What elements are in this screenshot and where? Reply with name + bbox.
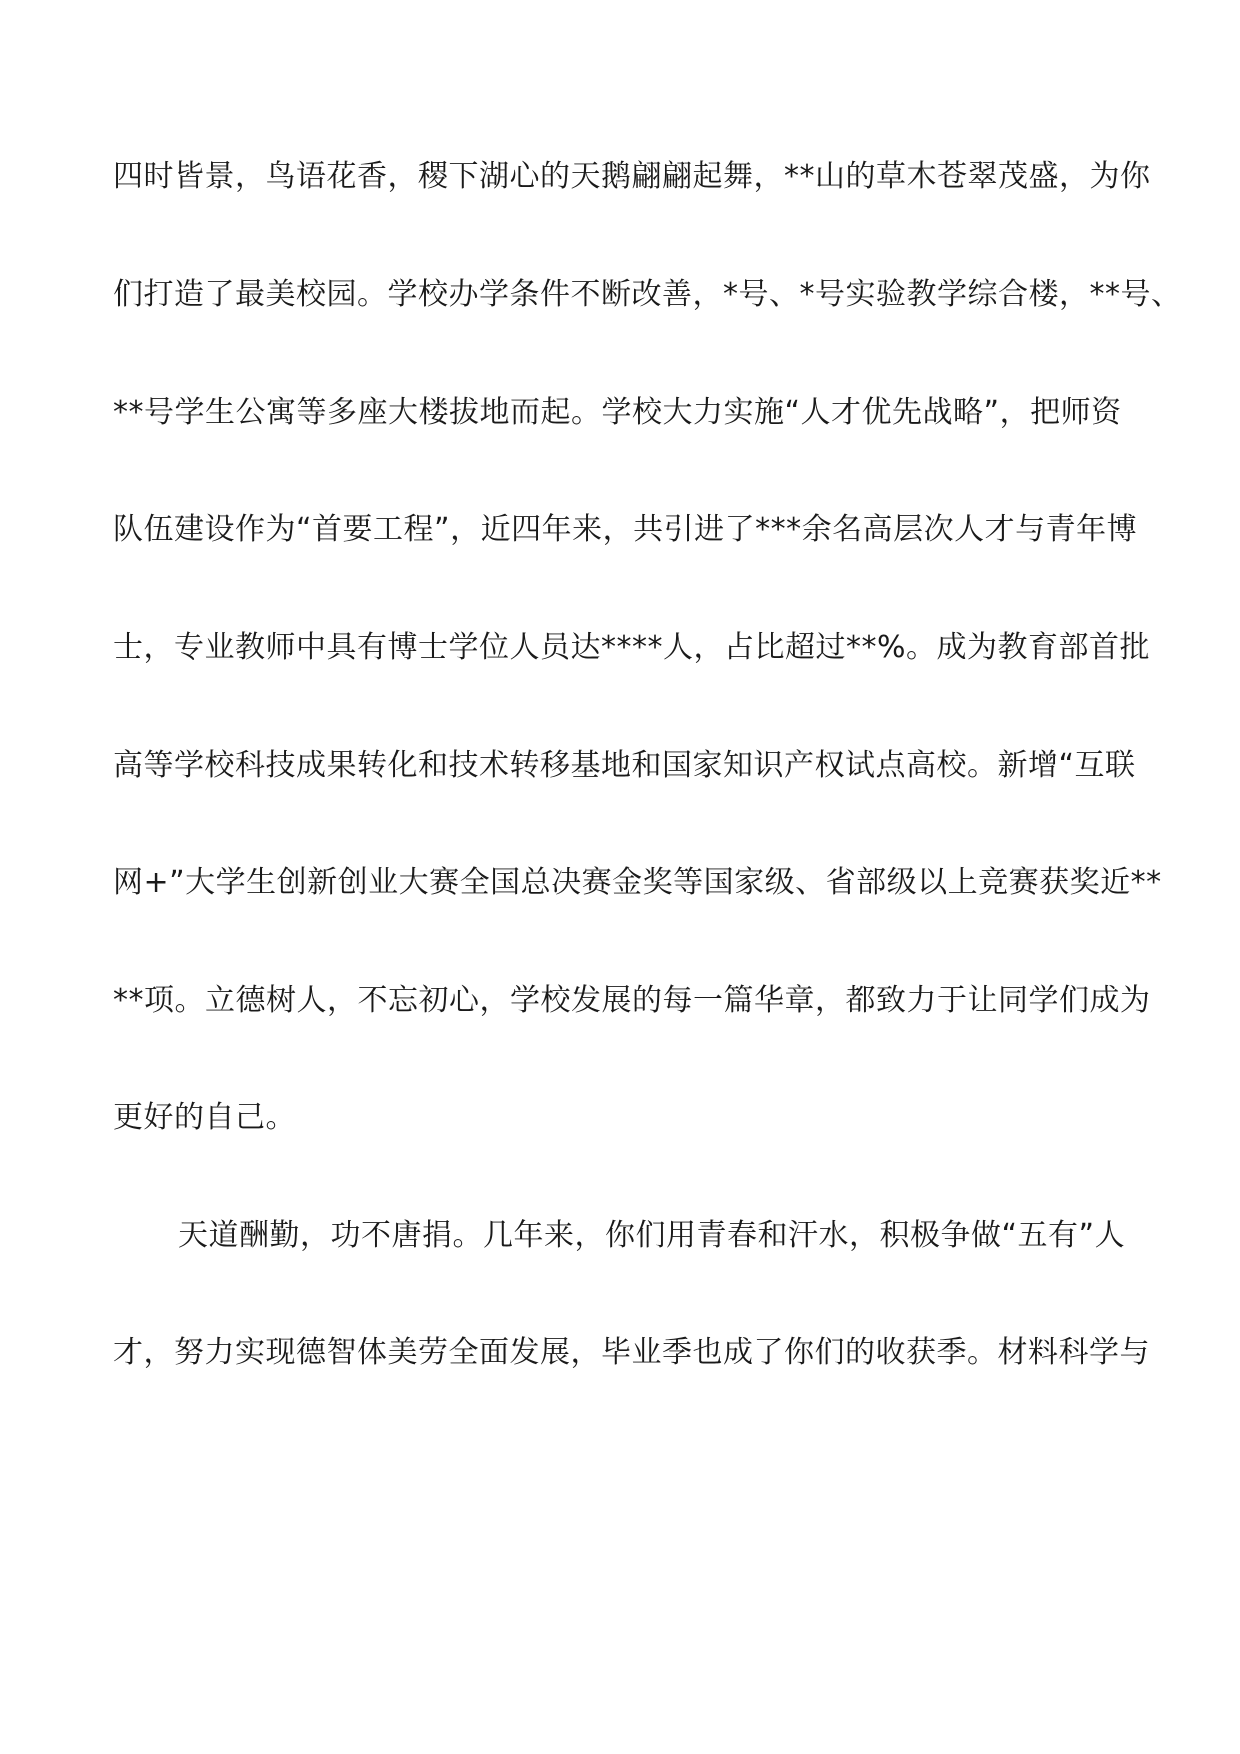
paragraph-line-8: **项。立德树人，不忘初心，学校发展的每一篇华章，都致力于让同学们成为 — [113, 983, 1151, 1018]
paragraph-line-3: **号学生公寓等多座大楼拔地而起。学校大力实施“人才优先战略”，把师资 — [113, 395, 1122, 430]
paragraph-line-7: 网+”大学生创新创业大赛全国总决赛金奖等国家级、省部级以上竞赛获奖近** — [113, 865, 1162, 900]
paragraph-line-2: 们打造了最美校园。学校办学条件不断改善，*号、*号实验教学综合楼，**号、 — [113, 277, 1182, 312]
paragraph-line-4: 队伍建设作为“首要工程”，近四年来，共引进了***余名高层次人才与青年博 — [113, 512, 1138, 547]
paragraph-line-9: 更好的自己。 — [113, 1100, 296, 1135]
paragraph-line-10: 天道酬勤，功不唐捐。几年来，你们用青春和汗水，积极争做“五有”人 — [178, 1218, 1126, 1253]
paragraph-line-5: 士，专业教师中具有博士学位人员达****人，占比超过**%。成为教育部首批 — [113, 630, 1151, 665]
paragraph-line-1: 四时皆景，鸟语花香，稷下湖心的天鹅翩翩起舞，**山的草木苍翠茂盛，为你 — [113, 159, 1151, 194]
paragraph-line-6: 高等学校科技成果转化和技术转移基地和国家知识产权试点高校。新增“互联 — [113, 748, 1136, 783]
paragraph-line-11: 才，努力实现德智体美劳全面发展，毕业季也成了你们的收获季。材料科学与 — [113, 1335, 1150, 1370]
